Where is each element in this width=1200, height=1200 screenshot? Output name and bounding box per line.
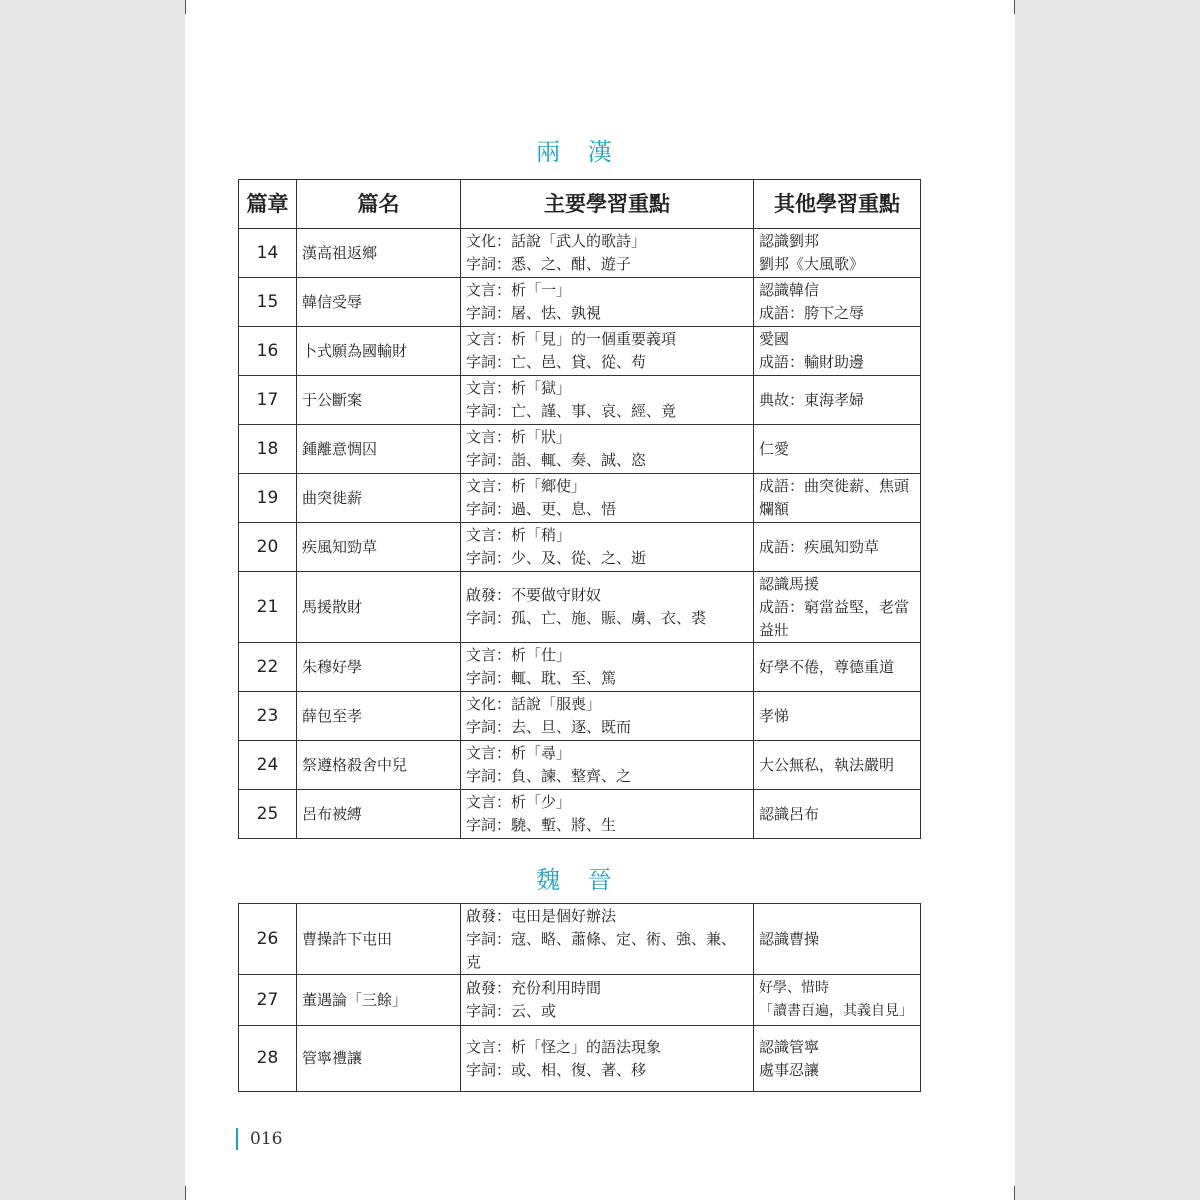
other-points: 認識韓信 成語：胯下之辱 [754, 278, 921, 327]
lesson-title: 曲突徙薪 [297, 474, 461, 523]
table-header-row [239, 180, 921, 229]
other-points: 成語：疾風知勁草 [754, 523, 921, 572]
main-points: 文言：析「鄉使」 字詞：過、更、息、悟 [461, 474, 754, 523]
section-title-han: 兩 漢 [536, 138, 622, 166]
chapter-number: 17 [239, 376, 297, 425]
table-row [239, 474, 921, 523]
other-points: 認識呂布 [754, 790, 921, 839]
main-points: 文言：析「狀」 字詞：詣、輒、奏、誠、恣 [461, 425, 754, 474]
other-points: 大公無私，執法嚴明 [754, 741, 921, 790]
lesson-title: 韓信受辱 [297, 278, 461, 327]
chapter-number: 19 [239, 474, 297, 523]
table-row [239, 790, 921, 839]
crop-mark [185, 0, 186, 14]
page-number: 016 [236, 1128, 282, 1150]
lesson-title: 疾風知勁草 [297, 523, 461, 572]
lesson-title: 董遇論「三餘」 [297, 975, 461, 1026]
other-points: 認識馬援 成語：窮當益堅，老當益壯 [754, 572, 921, 643]
table-row [239, 278, 921, 327]
table-row [239, 692, 921, 741]
main-points: 啟發：不要做守財奴 字詞：孤、亡、施、賑、虜、衣、裘 [461, 572, 754, 643]
main-points: 文化：話說「服喪」 字詞：去、旦、逐、既而 [461, 692, 754, 741]
crop-mark [185, 1186, 186, 1200]
header-main-points: 主要學習重點 [461, 180, 754, 229]
lesson-title: 管寧禮讓 [297, 1026, 461, 1092]
chapter-number: 27 [239, 975, 297, 1026]
lesson-title: 朱穆好學 [297, 643, 461, 692]
crop-mark [1014, 1186, 1015, 1200]
chapter-number: 25 [239, 790, 297, 839]
header-other-points: 其他學習重點 [754, 180, 921, 229]
main-points: 文化：話說「武人的歌詩」 字詞：悉、之、酣、遊子 [461, 229, 754, 278]
other-points: 孝悌 [754, 692, 921, 741]
main-points: 文言：析「一」 字詞：屠、怯、孰視 [461, 278, 754, 327]
main-points: 文言：析「仕」 字詞：輒、耽、至、篤 [461, 643, 754, 692]
main-points: 文言：析「獄」 字詞：亡、謹、事、哀、經、竟 [461, 376, 754, 425]
chapter-number: 15 [239, 278, 297, 327]
other-points: 認識管寧 處事忍讓 [754, 1026, 921, 1092]
main-points: 文言：析「稍」 字詞：少、及、從、之、逝 [461, 523, 754, 572]
header-title: 篇名 [297, 180, 461, 229]
lesson-title: 馬援散財 [297, 572, 461, 643]
main-points: 文言：析「見」的一個重要義項 字詞：亡、邑、貸、從、苟 [461, 327, 754, 376]
table-row [239, 741, 921, 790]
other-points: 認識劉邦 劉邦《大風歌》 [754, 229, 921, 278]
crop-mark [1014, 0, 1015, 14]
chapter-number: 21 [239, 572, 297, 643]
other-points: 典故：東海孝婦 [754, 376, 921, 425]
table-row [239, 327, 921, 376]
table-row [239, 643, 921, 692]
chapter-number: 23 [239, 692, 297, 741]
chapter-number: 16 [239, 327, 297, 376]
lesson-title: 卜式願為國輸財 [297, 327, 461, 376]
chapter-number: 18 [239, 425, 297, 474]
other-points: 好學不倦，尊德重道 [754, 643, 921, 692]
table-row [239, 904, 921, 975]
table-row [239, 425, 921, 474]
table-row [239, 1026, 921, 1092]
main-points: 啟發：充份利用時間 字詞：云、或 [461, 975, 754, 1026]
table-row [239, 572, 921, 643]
other-points: 成語：曲突徙薪、焦頭爛額 [754, 474, 921, 523]
lesson-title: 于公斷案 [297, 376, 461, 425]
chapter-number: 22 [239, 643, 297, 692]
lesson-title: 漢高祖返鄉 [297, 229, 461, 278]
lesson-title: 祭遵格殺舍中兒 [297, 741, 461, 790]
lesson-title: 曹操許下屯田 [297, 904, 461, 975]
chapter-number: 24 [239, 741, 297, 790]
other-points: 愛國 成語：輸財助邊 [754, 327, 921, 376]
lesson-title: 鍾離意惆囚 [297, 425, 461, 474]
table-row [239, 523, 921, 572]
chapter-number: 20 [239, 523, 297, 572]
wei-jin-lesson-table [238, 903, 921, 1092]
chapter-number: 14 [239, 229, 297, 278]
table-row [239, 229, 921, 278]
table-row [239, 975, 921, 1026]
other-points: 認識曹操 [754, 904, 921, 975]
chapter-number: 26 [239, 904, 297, 975]
main-points: 文言：析「怪之」的語法現象 字詞：或、相、復、著、移 [461, 1026, 754, 1092]
han-lesson-table [238, 179, 921, 839]
main-points: 文言：析「尋」 字詞：負、諫、整齊、之 [461, 741, 754, 790]
header-chapter: 篇章 [239, 180, 297, 229]
other-points: 仁愛 [754, 425, 921, 474]
lesson-title: 呂布被縛 [297, 790, 461, 839]
lesson-title: 薛包至孝 [297, 692, 461, 741]
chapter-number: 28 [239, 1026, 297, 1092]
other-points: 好學、惜時 「讀書百遍，其義自見」 [754, 975, 921, 1026]
table-row [239, 376, 921, 425]
main-points: 啟發：屯田是個好辦法 字詞：寇、略、蕭條、定、術、強、兼、克 [461, 904, 754, 975]
section-title-wei-jin: 魏 晉 [536, 866, 622, 894]
main-points: 文言：析「少」 字詞：驍、塹、將、生 [461, 790, 754, 839]
